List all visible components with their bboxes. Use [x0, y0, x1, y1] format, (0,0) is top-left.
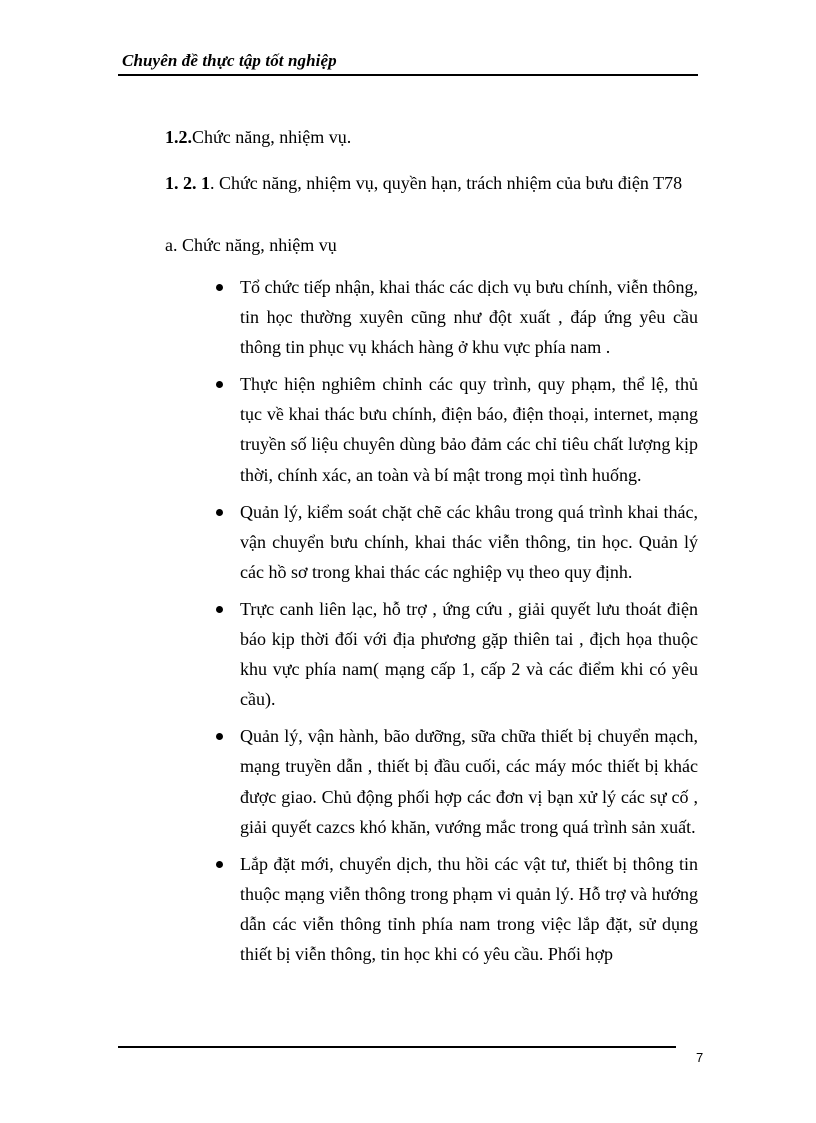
section-title: Chức năng, nhiệm vụ.: [192, 127, 352, 147]
item-a-heading: a. Chức năng, nhiệm vụ: [165, 235, 337, 255]
list-item: [212, 497, 698, 587]
running-header-title: Chuyên đề thực tập tốt nghiệp: [122, 51, 337, 70]
list-item-text: Quản lý, kiểm soát chặt chẽ các khâu trong quá trình khai thác, vận chuyển bưu chính, khai thác viễn thông, tin học. Quản lý các hồ sơ trong khai thác các nghiệp vụ theo quy định.: [240, 501, 698, 582]
list-item: [212, 721, 698, 841]
bullet-icon: [216, 861, 223, 868]
bullet-list: [212, 272, 698, 976]
list-item-text: Quản lý, vận hành, bão dưỡng, sữa chữa thiết bị chuyển mạch, mạng truyền dẫn , thiết bị đầu cuối, các máy móc thiết bị khác được giao. Chủ động phối hợp các đơn vị bạn xử lý các sự cố , giải quyết cazcs khó khăn, vướng mắc trong quá trình sản xuất.: [240, 726, 698, 837]
list-item: [212, 849, 698, 969]
list-item: [212, 369, 698, 489]
list-item: [212, 594, 698, 714]
bullet-icon: [216, 284, 223, 291]
subsection-heading: [165, 169, 697, 198]
bullet-icon: [216, 381, 223, 388]
subsection-number: 1. 2. 1: [165, 173, 210, 193]
list-item: [212, 272, 698, 362]
list-item-text: Lắp đặt mới, chuyển dịch, thu hồi các vật tư, thiết bị thông tin thuộc mạng viễn thông trong phạm vi quản lý. Hỗ trợ và hướng dẫn các viễn thông tỉnh phía nam trong việc lắp đặt, sử dụng thiết bị viễn thông, tin học khi có yêu cầu. Phối hợp: [240, 853, 698, 964]
page-number: 7: [696, 1050, 704, 1065]
footer-divider: [118, 1046, 676, 1048]
section-heading: [165, 127, 351, 148]
list-item-text: Trực canh liên lạc, hỗ trợ , ứng cứu , giải quyết lưu thoát điện báo kịp thời đối với địa phương gặp thiên tai , địch họa thuộc khu vực phía nam( mạng cấp 1, cấp 2 và các điểm khi có yêu cầu).: [240, 598, 698, 710]
subsection-title: . Chức năng, nhiệm vụ, quyền hạn, trách nhiệm của bưu điện T78: [210, 173, 683, 193]
section-number: 1.2.: [165, 127, 192, 147]
list-item-text: Thực hiện nghiêm chỉnh các quy trình, quy phạm, thể lệ, thủ tục về khai thác bưu chính, điện báo, điện thoại, internet, mạng truyền số liệu chuyên dùng bảo đảm các chỉ tiêu chất lượng kịp thời, chính xác, an toàn và bí mật trong mọi tình huống.: [240, 374, 698, 485]
bullet-icon: [216, 606, 223, 613]
bullet-icon: [216, 509, 223, 516]
header-divider: [118, 74, 698, 76]
list-item-text: Tổ chức tiếp nhận, khai thác các dịch vụ bưu chính, viễn thông, tin học thường xuyên cũng như đột xuất , đáp ứng yêu cầu thông tin phục vụ khách hàng ở khu vực phía nam .: [240, 277, 698, 358]
bullet-icon: [216, 733, 223, 740]
